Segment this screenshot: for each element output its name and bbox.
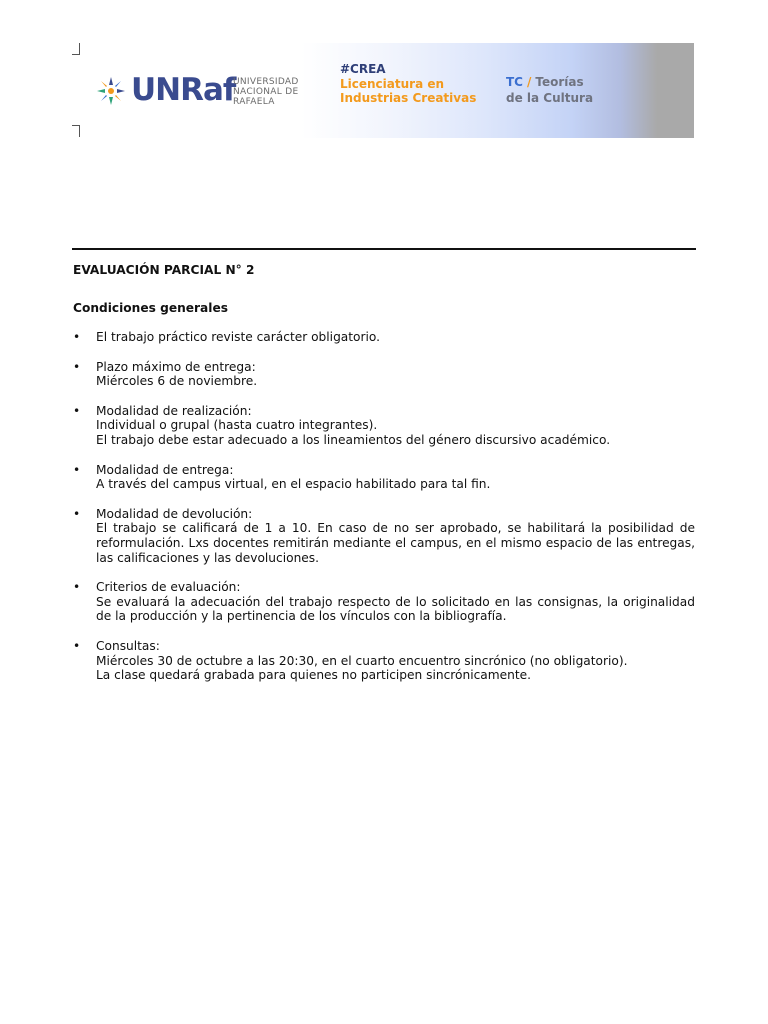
item-text: El trabajo se calificará de 1 a 10. En caso de no ser aprobado, se habilitará la posibilidad de reformulación. Lxs docentes remitirán mediante el campus, en el mismo espacio de las entregas, las calificaciones y las devoluciones. (96, 521, 695, 565)
item-text: Individual o grupal (hasta cuatro integrantes). (96, 418, 378, 433)
document-body (73, 262, 695, 698)
section-title: Condiciones generales (73, 301, 228, 315)
list-item (73, 507, 695, 565)
item-heading: Modalidad de entrega: (96, 462, 234, 477)
program-tag: #CREA (340, 62, 386, 76)
bullet-icon: • (73, 462, 81, 477)
item-text: A través del campus virtual, en el espacio habilitado para tal fin. (96, 477, 491, 492)
list-item (73, 404, 695, 448)
bullet-icon: • (73, 638, 81, 653)
item-text: El trabajo práctico reviste carácter obligatorio. (96, 330, 381, 344)
course-name-line-1: Teorías (535, 75, 584, 89)
course-code: TC (506, 75, 523, 89)
item-text: El trabajo debe estar adecuado a los lineamientos del género discursivo académico. (96, 432, 611, 447)
item-text: Miércoles 6 de noviembre. (96, 374, 258, 389)
bullet-icon: • (73, 359, 81, 374)
course-separator: / (527, 75, 532, 89)
document-title: EVALUACIÓN PARCIAL N° 2 (73, 263, 255, 277)
item-text: Miércoles 30 de octubre a las 20:30, en el cuarto encuentro sincrónico (no obligatorio). (96, 653, 628, 668)
course-label (506, 74, 616, 106)
bullet-icon: • (73, 330, 81, 344)
crop-mark (72, 125, 80, 126)
logo-subtitle: UNIVERSIDAD NACIONAL DE RAFAELA (233, 77, 299, 107)
item-heading: Modalidad de devolución: (96, 506, 253, 521)
list-item (73, 580, 695, 624)
item-heading: Plazo máximo de entrega: (96, 359, 256, 374)
item-text: La clase quedará grabada para quienes no participen sincrónicamente. (96, 668, 532, 683)
conditions-list (73, 330, 695, 683)
list-item (73, 639, 695, 683)
item-heading: Criterios de evaluación: (96, 580, 241, 595)
course-name-line-2: de la Cultura (506, 91, 594, 105)
list-item (73, 330, 695, 345)
bullet-icon: • (73, 403, 81, 418)
program-name: Licenciatura en Industrias Creativas (340, 77, 477, 105)
list-item (73, 463, 695, 492)
horizontal-rule (72, 248, 696, 250)
list-item (73, 360, 695, 389)
item-text: Se evaluará la adecuación del trabajo respecto de lo solicitado en las consignas, la originalidad de la producción y la pertinencia de los vínculos con la bibliografía. (96, 594, 695, 624)
bullet-icon: • (73, 506, 81, 521)
logo-wordmark: UNRaf (131, 72, 236, 108)
bullet-icon: • (73, 580, 81, 595)
crop-mark (79, 125, 80, 137)
unraf-logo-icon (96, 76, 126, 106)
crop-mark (72, 54, 80, 55)
item-heading: Modalidad de realización: (96, 403, 252, 418)
item-heading: Consultas: (96, 638, 160, 653)
